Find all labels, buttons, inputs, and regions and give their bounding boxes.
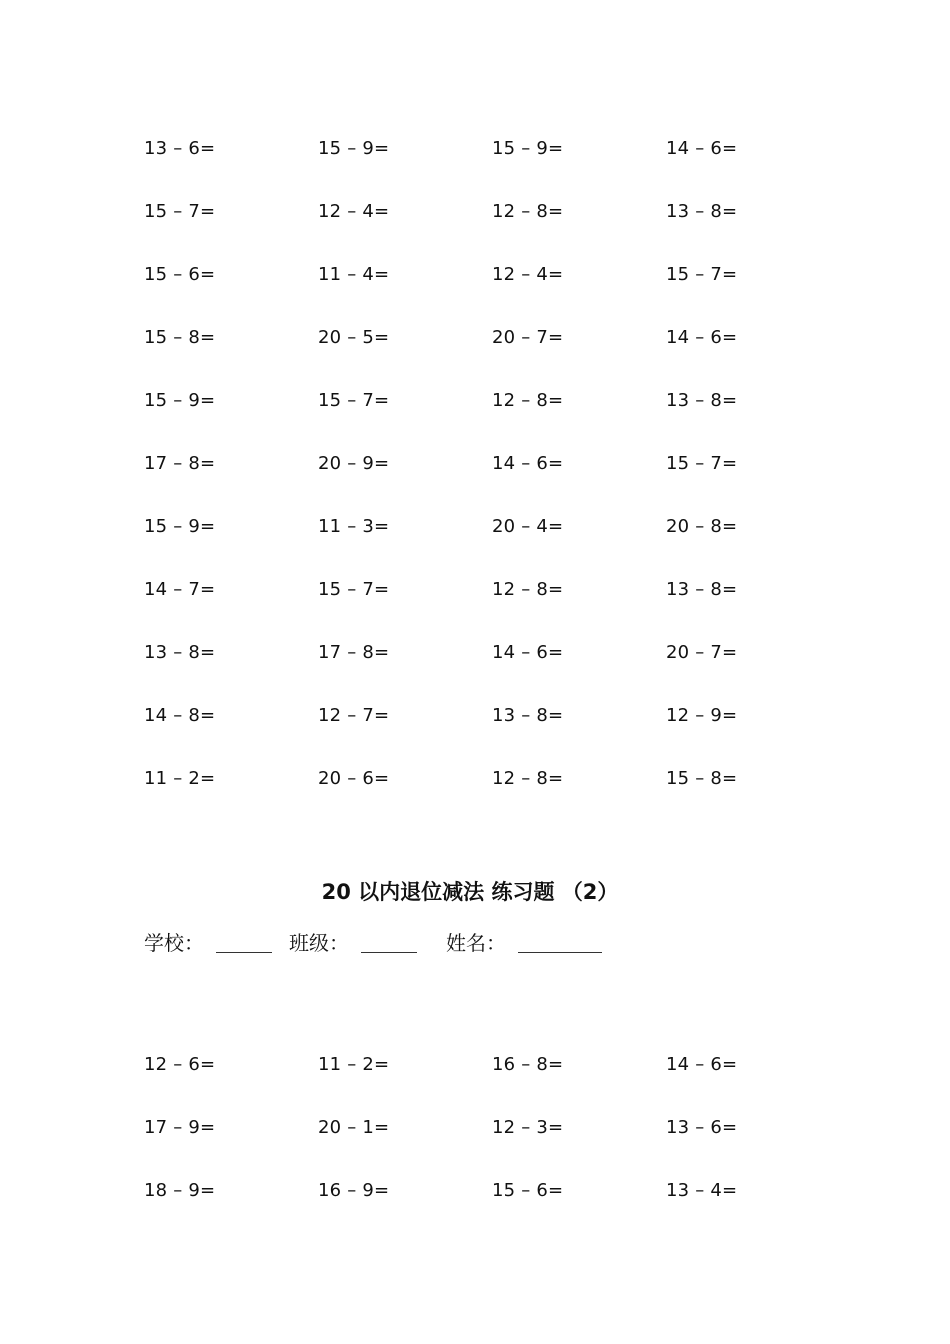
subtraction-problem: 13 – 8= [666, 201, 738, 222]
name-label: 姓名： [446, 931, 506, 955]
subtraction-problem: 13 – 8= [492, 705, 564, 726]
class-label: 班级： [289, 931, 349, 955]
subtraction-problem: 15 – 7= [666, 264, 738, 285]
subtraction-problem: 12 – 6= [144, 1054, 216, 1075]
subtraction-problem: 12 – 4= [492, 264, 564, 285]
subtraction-problem: 13 – 8= [144, 642, 216, 663]
subtraction-problem: 13 – 4= [666, 1180, 738, 1201]
subtraction-problem: 20 – 9= [318, 453, 390, 474]
subtraction-problem: 17 – 8= [144, 453, 216, 474]
subtraction-problem: 20 – 6= [318, 768, 390, 789]
subtraction-problem: 20 – 4= [492, 516, 564, 537]
subtraction-problem: 14 – 6= [666, 138, 738, 159]
subtraction-problem: 17 – 9= [144, 1117, 216, 1138]
subtraction-problem: 15 – 6= [144, 264, 216, 285]
subtraction-problem: 11 – 3= [318, 516, 390, 537]
school-label: 学校： [144, 931, 204, 955]
subtraction-problem: 20 – 5= [318, 327, 390, 348]
subtraction-problem: 20 – 8= [666, 516, 738, 537]
subtraction-problem: 12 – 7= [318, 705, 390, 726]
subtraction-problem: 20 – 7= [666, 642, 738, 663]
school-blank [216, 952, 272, 953]
worksheet-title: 20 以内退位减法 练习题 （2） [321, 880, 619, 904]
subtraction-problem: 12 – 3= [492, 1117, 564, 1138]
subtraction-problem: 13 – 6= [144, 138, 216, 159]
subtraction-problem: 15 – 9= [144, 516, 216, 537]
subtraction-problem: 16 – 9= [318, 1180, 390, 1201]
subtraction-problem: 13 – 8= [666, 579, 738, 600]
subtraction-problem: 14 – 7= [144, 579, 216, 600]
subtraction-problem: 15 – 7= [318, 579, 390, 600]
subtraction-problem: 20 – 7= [492, 327, 564, 348]
subtraction-problem: 14 – 6= [666, 1054, 738, 1075]
subtraction-problem: 12 – 8= [492, 390, 564, 411]
subtraction-problem: 14 – 6= [492, 453, 564, 474]
subtraction-problem: 18 – 9= [144, 1180, 216, 1201]
subtraction-problem: 11 – 2= [144, 768, 216, 789]
subtraction-problem: 14 – 8= [144, 705, 216, 726]
subtraction-problem: 12 – 8= [492, 768, 564, 789]
subtraction-problem: 15 – 7= [144, 201, 216, 222]
subtraction-problem: 11 – 2= [318, 1054, 390, 1075]
subtraction-problem: 12 – 4= [318, 201, 390, 222]
subtraction-problem: 15 – 9= [144, 390, 216, 411]
subtraction-problem: 13 – 8= [666, 390, 738, 411]
subtraction-problem: 15 – 9= [318, 138, 390, 159]
subtraction-problem: 17 – 8= [318, 642, 390, 663]
subtraction-problem: 15 – 9= [492, 138, 564, 159]
subtraction-problem: 14 – 6= [666, 327, 738, 348]
subtraction-problem: 11 – 4= [318, 264, 390, 285]
subtraction-problem: 16 – 8= [492, 1054, 564, 1075]
subtraction-problem: 15 – 7= [666, 453, 738, 474]
subtraction-problem: 12 – 8= [492, 201, 564, 222]
subtraction-problem: 15 – 8= [144, 327, 216, 348]
subtraction-problem: 14 – 6= [492, 642, 564, 663]
subtraction-problem: 15 – 6= [492, 1180, 564, 1201]
subtraction-problem: 15 – 7= [318, 390, 390, 411]
subtraction-problem: 12 – 9= [666, 705, 738, 726]
subtraction-problem: 13 – 6= [666, 1117, 738, 1138]
subtraction-problem: 20 – 1= [318, 1117, 390, 1138]
class-blank [361, 952, 417, 953]
name-blank [518, 952, 602, 953]
subtraction-problem: 12 – 8= [492, 579, 564, 600]
subtraction-problem: 15 – 8= [666, 768, 738, 789]
